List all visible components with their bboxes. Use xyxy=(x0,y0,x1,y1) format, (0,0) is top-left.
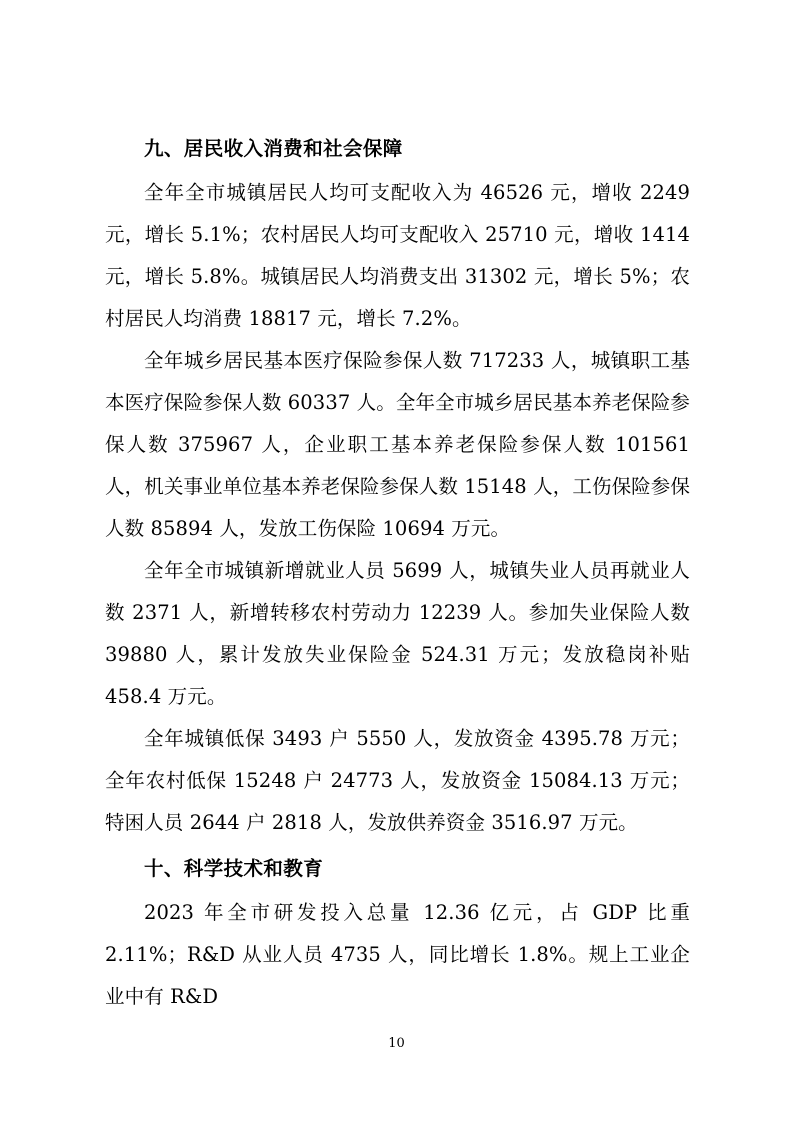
paragraph-employment: 全年全市城镇新增就业人员 5699 人，城镇失业人员再就业人数 2371 人，新增转移农村劳动力 12239 人。参加失业保险人数 39880 人，累计发放失业保险金 524.31 万元；发放稳岗补贴 458.4 万元。 xyxy=(105,559,690,708)
section-heading-9: 九、居民收入消费和社会保障 xyxy=(144,137,403,160)
document-body xyxy=(105,128,690,1018)
page-number: 10 xyxy=(388,1036,405,1051)
section-heading-10: 十、科学技术和教育 xyxy=(144,857,324,880)
paragraph-insurance: 全年城乡居民基本医疗保险参保人数 717233 人，城镇职工基本医疗保险参保人数 60337 人。全年全市城乡居民基本养老保险参保人数 375967 人，企业职工基本养老保险参保人数 101561 人，机关事业单位基本养老保险参保人数 15148 人，工伤保险参保人数 85894 人，发放工伤保险 10694 万元。 xyxy=(105,349,690,540)
paragraph-rd: 2023 年全市研发投入总量 12.36 亿元，占 GDP 比重 2.11%；R&D 从业人员 4735 人，同比增长 1.8%。规上工业企业中有 R&D xyxy=(105,901,690,1008)
paragraph-social-assistance: 全年城镇低保 3493 户 5550 人，发放资金 4395.78 万元；全年农村低保 15248 户 24773 人，发放资金 15084.13 万元；特困人员 2644 户 2818 人，发放供养资金 3516.97 万元。 xyxy=(105,727,690,834)
paragraph-income: 全年全市城镇居民人均可支配收入为 46526 元，增收 2249 元，增长 5.1%；农村居民人均可支配收入 25710 元，增收 1414 元，增长 5.8%。城镇居民人均消费支出 31302 元，增长 5%；农村居民人均消费 18817 元，增长 7.2%。 xyxy=(105,181,690,330)
